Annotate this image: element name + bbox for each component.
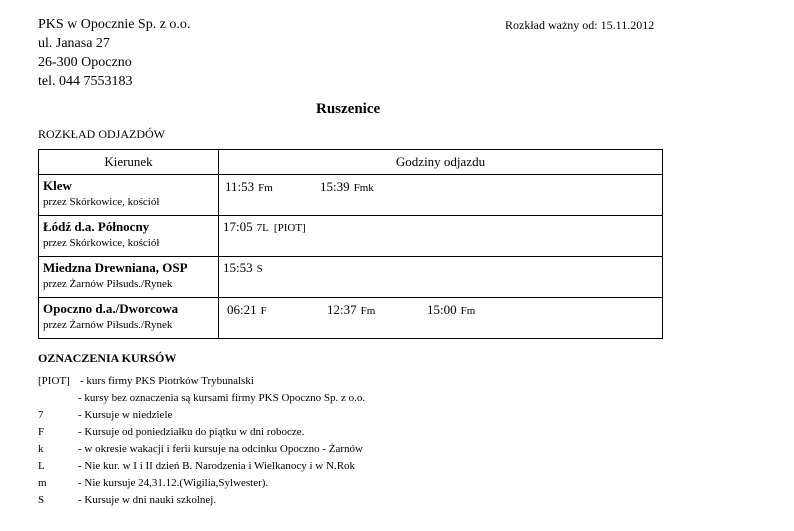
legend-code: k	[38, 443, 44, 455]
legend-desc: - w okresie wakacji i ferii kursuje na odcinku Opoczno - Żarnów	[78, 443, 363, 455]
header-departure-times: Godziny odjazdu	[219, 150, 663, 175]
departure	[223, 219, 306, 235]
table-row	[39, 216, 663, 257]
times-cell	[219, 257, 663, 298]
legend-desc: - Nie kursuje 24,31.12.(Wigilia,Sylwester).	[78, 477, 269, 489]
legend-code: S	[38, 494, 45, 506]
legend-code: F	[38, 426, 45, 438]
departure-time: 06:21	[227, 302, 257, 317]
via-route: przez Żarnów Piłsuds./Rynek	[43, 319, 173, 331]
departure-time: 15:39	[320, 179, 350, 194]
legend-desc: - Kursuje w dni nauki szkolnej.	[78, 494, 217, 506]
departure-code: Fm	[258, 182, 273, 194]
legend-desc: - Kursuje od poniedziałku do piątku w dni robocze.	[78, 426, 305, 438]
departure-code: 7L [PIOT]	[256, 222, 306, 234]
legend-code: m	[38, 477, 47, 489]
departure-time: 11:53	[225, 179, 255, 194]
times-cell	[219, 216, 663, 257]
direction-cell	[39, 216, 219, 257]
stop-name: Ruszenice	[316, 101, 381, 117]
departure-code: Fm	[460, 305, 476, 317]
company-phone: tel. 044 7553183	[38, 74, 133, 89]
legend-desc: - kurs firmy PKS Piotrków Trybunalski	[80, 375, 254, 387]
header-direction: Kierunek	[39, 150, 219, 175]
departures-table	[38, 149, 663, 339]
departure	[320, 179, 374, 195]
table-header-row	[39, 150, 663, 175]
times-cell	[219, 175, 663, 216]
departure-time: 15:53	[223, 260, 253, 275]
legend-desc: - Kursuje w niedziele	[78, 409, 173, 421]
departure-time: 15:00	[427, 302, 457, 317]
departure-code: Fm	[360, 305, 376, 317]
section-title: ROZKŁAD ODJAZDÓW	[38, 127, 165, 141]
departure	[223, 260, 263, 276]
direction-cell	[39, 257, 219, 298]
destination: Opoczno d.a./Dworcowa	[43, 301, 179, 316]
departure-time: 12:37	[327, 302, 357, 317]
direction-cell	[39, 175, 219, 216]
via-route: przez Skórkowice, kościół	[43, 196, 160, 208]
valid-from: Rozkład ważny od: 15.11.2012	[505, 18, 655, 32]
legend-code: 7	[38, 409, 44, 421]
times-cell	[219, 298, 663, 339]
company-street: ul. Janasa 27	[38, 36, 110, 51]
company-city: 26-300 Opoczno	[38, 55, 132, 70]
departure-time: 17:05	[223, 219, 253, 234]
legend-title: OZNACZENIA KURSÓW	[38, 351, 177, 365]
company-name: PKS w Opocznie Sp. z o.o.	[38, 17, 191, 32]
departure-code: Fmk	[353, 182, 374, 194]
destination: Klew	[43, 178, 72, 193]
destination: Miedzna Drewniana, OSP	[43, 260, 188, 275]
departure	[225, 179, 273, 195]
departure-code: S	[256, 263, 263, 275]
table-row	[39, 257, 663, 298]
departure-code: F	[260, 305, 267, 317]
departure	[227, 302, 267, 318]
departure	[427, 302, 475, 318]
legend-desc: - kursy bez oznaczenia są kursami firmy PKS Opoczno Sp. z o.o.	[78, 392, 366, 404]
departure	[327, 302, 375, 318]
via-route: przez Skórkowice, kościół	[43, 237, 160, 249]
destination: Łódź d.a. Północny	[43, 219, 150, 234]
direction-cell	[39, 298, 219, 339]
legend-code: L	[38, 460, 45, 472]
legend-code: [PIOT]	[38, 375, 70, 387]
table-row	[39, 298, 663, 339]
legend-desc: - Nie kur. w I i II dzień B. Narodzenia i Wielkanocy i w N.Rok	[78, 460, 356, 472]
via-route: przez Żarnów Piłsuds./Rynek	[43, 278, 173, 290]
table-row	[39, 175, 663, 216]
